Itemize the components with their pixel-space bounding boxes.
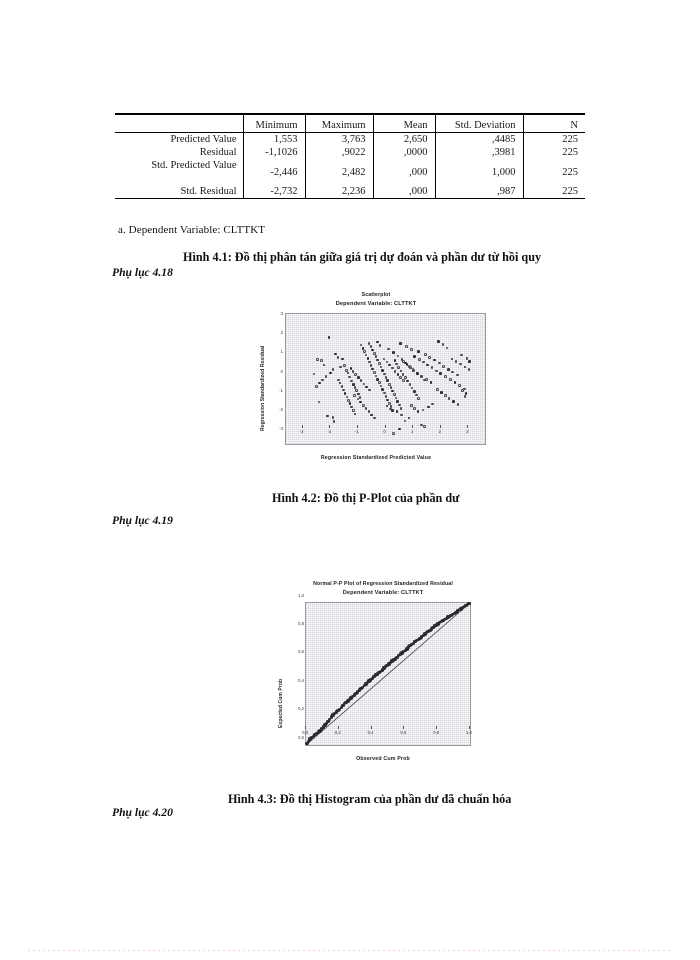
cell-std-deviation: ,4485 bbox=[435, 132, 523, 146]
scatter-point bbox=[395, 363, 398, 366]
row-label-std-predicted-value: Std. Predicted Value bbox=[115, 159, 243, 179]
x-tick-label: 1,0 bbox=[466, 730, 472, 735]
scatter-point bbox=[341, 385, 344, 388]
scatter-point bbox=[325, 375, 328, 378]
stats-table bbox=[115, 113, 585, 199]
scatter-point bbox=[352, 409, 355, 412]
scatter-point bbox=[410, 348, 413, 351]
scatter-point bbox=[417, 410, 420, 413]
table-row bbox=[115, 179, 585, 199]
row-label-residual: Residual bbox=[115, 146, 243, 159]
scatter-point bbox=[397, 355, 400, 358]
scatter-point bbox=[349, 402, 352, 405]
scatter-point bbox=[376, 378, 379, 381]
scatter-point bbox=[396, 410, 399, 413]
scatter-point bbox=[451, 358, 454, 361]
x-tick-mark bbox=[440, 425, 441, 428]
x-tick-mark bbox=[371, 726, 372, 729]
scatter-point bbox=[459, 363, 462, 366]
cell-n: 225 bbox=[523, 132, 585, 146]
pp-plot-plot-area bbox=[305, 602, 471, 746]
scatter-point bbox=[367, 357, 370, 360]
appendix-419-label: Phụ lục 4.19 bbox=[112, 514, 173, 527]
scatter-point bbox=[404, 420, 407, 423]
scatterplot-plot-area bbox=[285, 313, 486, 445]
scatter-point bbox=[400, 370, 403, 373]
scatter-point bbox=[397, 366, 400, 369]
scatter-point bbox=[332, 416, 335, 419]
scatter-point bbox=[402, 373, 405, 376]
scatter-point bbox=[439, 372, 442, 375]
scatter-point bbox=[321, 379, 324, 382]
scatter-point bbox=[449, 378, 452, 381]
scatter-point bbox=[390, 386, 393, 389]
scatter-point bbox=[375, 355, 378, 358]
y-tick-label: 0,8 bbox=[298, 620, 304, 626]
scatter-point bbox=[464, 366, 467, 369]
scatter-point bbox=[422, 409, 425, 412]
x-tick-label: 0,6 bbox=[400, 730, 407, 735]
scatter-point bbox=[383, 373, 386, 376]
scatter-point bbox=[386, 399, 389, 402]
y-tick-label: 0,6 bbox=[298, 649, 304, 655]
scatter-point bbox=[344, 392, 347, 395]
scatter-point bbox=[368, 361, 371, 364]
scatter-point bbox=[380, 385, 383, 388]
scatter-point bbox=[357, 393, 360, 396]
scatter-point bbox=[392, 432, 395, 435]
appendix-418-label: Phụ lục 4.18 bbox=[112, 266, 173, 279]
x-tick-mark bbox=[469, 726, 470, 729]
scatter-point bbox=[444, 375, 447, 378]
scatter-point bbox=[442, 365, 445, 368]
figure-41-caption: Hình 4.1: Đồ thị phân tán giữa giá trị dự đoán và phần dư từ hồi quy bbox=[183, 250, 542, 264]
cell-mean: ,000 bbox=[373, 159, 435, 179]
scatter-point bbox=[460, 354, 463, 357]
pp-plot-subtitle: Dependent Variable: CLTTKT bbox=[342, 590, 424, 597]
row-label-std-residual: Std. Residual bbox=[115, 179, 243, 199]
scatter-point bbox=[438, 362, 441, 365]
row-label-predicted-value: Predicted Value bbox=[115, 132, 243, 146]
y-tick-label: -1 bbox=[279, 387, 283, 393]
pp-plot-figure bbox=[268, 580, 498, 768]
table-row bbox=[115, 132, 585, 146]
scatter-point bbox=[363, 383, 366, 386]
scatterplot-axis-zone bbox=[252, 445, 500, 467]
x-tick-mark bbox=[467, 425, 468, 428]
cell-minimum: -2,446 bbox=[243, 159, 305, 179]
scatter-point bbox=[354, 413, 357, 416]
cell-n: 225 bbox=[523, 159, 585, 179]
x-tick-mark bbox=[385, 425, 386, 428]
scatter-point bbox=[466, 357, 469, 360]
y-tick-label: 0 bbox=[280, 368, 283, 374]
scatterplot-title: Scatterplot bbox=[361, 292, 391, 298]
cell-n: 225 bbox=[523, 146, 585, 159]
scatter-point bbox=[388, 364, 391, 367]
scatter-point bbox=[332, 368, 335, 371]
scatter-point bbox=[433, 359, 436, 362]
cell-maximum: 2,482 bbox=[305, 159, 373, 179]
cell-minimum: 1,553 bbox=[243, 132, 305, 146]
pp-reference-line bbox=[306, 603, 470, 745]
scatter-point bbox=[383, 392, 386, 395]
scatter-point bbox=[420, 424, 423, 427]
scatter-point bbox=[354, 386, 357, 389]
x-tick-label: 3 bbox=[466, 429, 469, 434]
scatter-point bbox=[409, 383, 412, 386]
scatter-point bbox=[313, 373, 316, 376]
y-tick-label: 2 bbox=[280, 330, 283, 336]
appendix-420-label: Phụ lục 4.20 bbox=[112, 806, 173, 819]
cell-maximum: ,9022 bbox=[305, 146, 373, 159]
scatter-point bbox=[396, 400, 399, 403]
col-header-mean: Mean bbox=[373, 114, 435, 132]
scatter-point bbox=[318, 382, 321, 385]
col-header-minimum: Minimum bbox=[243, 114, 305, 132]
x-tick-mark bbox=[302, 425, 303, 428]
scatter-point bbox=[458, 384, 461, 387]
scatter-point bbox=[376, 359, 379, 362]
pp-plot-y-axis-label: Expected Cum Prob bbox=[278, 678, 284, 728]
scatter-point bbox=[378, 381, 381, 384]
x-tick-label: 1 bbox=[410, 429, 414, 434]
scatterplot-subtitle: Dependent Variable: CLTTKT bbox=[335, 301, 417, 308]
scatter-point bbox=[359, 396, 362, 399]
scatter-point bbox=[406, 380, 409, 383]
scatter-point bbox=[329, 372, 332, 375]
scatter-point bbox=[360, 344, 363, 347]
scatter-point bbox=[350, 380, 353, 383]
scatter-point bbox=[385, 395, 388, 398]
cell-minimum: -1,1026 bbox=[243, 146, 305, 159]
scatter-point bbox=[415, 394, 418, 397]
table-body bbox=[115, 132, 585, 199]
scatter-point bbox=[394, 359, 397, 362]
scatter-point bbox=[394, 370, 397, 373]
scatter-point bbox=[446, 347, 449, 350]
scatter-point bbox=[412, 369, 415, 372]
scatter-point bbox=[392, 351, 395, 354]
scatter-point bbox=[387, 348, 390, 351]
pp-plot-title: Normal P-P Plot of Regression Standardized Residual bbox=[313, 581, 453, 587]
scatter-point bbox=[391, 367, 394, 370]
cell-std-deviation: ,3981 bbox=[435, 146, 523, 159]
scatter-point bbox=[421, 375, 424, 378]
x-tick-label: -3 bbox=[299, 429, 304, 434]
y-tick-label: 3 bbox=[280, 311, 283, 317]
y-tick-label: -3 bbox=[279, 425, 283, 431]
x-tick-mark bbox=[329, 425, 330, 428]
cell-mean: ,0000 bbox=[373, 146, 435, 159]
scatter-point bbox=[408, 417, 411, 420]
scatter-point bbox=[418, 358, 421, 361]
scatter-point bbox=[378, 362, 381, 365]
scatter-point bbox=[370, 414, 373, 417]
scatter-point bbox=[435, 370, 438, 373]
scatter-point bbox=[355, 389, 358, 392]
scatter-point bbox=[409, 366, 412, 369]
scatter-point bbox=[371, 349, 374, 352]
scatter-point bbox=[424, 353, 427, 356]
scatter-point bbox=[413, 355, 416, 358]
scatter-point bbox=[417, 397, 420, 400]
scatter-point bbox=[368, 389, 371, 392]
scatter-point bbox=[370, 345, 373, 348]
scatter-point bbox=[448, 397, 451, 400]
scatter-point bbox=[468, 360, 471, 363]
scatter-point bbox=[386, 379, 389, 382]
figure-42-caption: Hình 4.2: Đồ thị P-Plot của phần dư bbox=[272, 491, 460, 505]
table-header-row bbox=[115, 114, 585, 132]
x-tick-label: 0 bbox=[383, 429, 386, 434]
scatter-point bbox=[360, 379, 363, 382]
scatter-point bbox=[348, 376, 351, 379]
scatter-point bbox=[410, 404, 413, 407]
scatter-point bbox=[395, 397, 398, 400]
scatter-point bbox=[359, 401, 362, 404]
scatter-point bbox=[380, 366, 383, 369]
scatter-point bbox=[381, 388, 384, 391]
scatter-point bbox=[371, 368, 374, 371]
scatter-point bbox=[341, 358, 344, 361]
scatter-point bbox=[456, 374, 459, 377]
cell-n: 225 bbox=[523, 179, 585, 199]
scatter-point bbox=[316, 358, 319, 361]
scatterplot-y-axis-label: Regression Standardized Residual bbox=[260, 345, 266, 431]
pp-point bbox=[467, 602, 470, 605]
scatter-point bbox=[379, 344, 382, 347]
scatter-point bbox=[422, 361, 425, 364]
scatter-point bbox=[423, 425, 426, 428]
scatter-point bbox=[398, 404, 401, 407]
scatter-point bbox=[436, 388, 439, 391]
scatter-point bbox=[391, 390, 394, 393]
x-tick-mark bbox=[403, 726, 404, 729]
table-head bbox=[115, 114, 585, 132]
scatter-point bbox=[383, 358, 386, 361]
scatter-point bbox=[440, 391, 443, 394]
scatter-point bbox=[447, 368, 450, 371]
col-header-n: N bbox=[523, 114, 585, 132]
scatter-point bbox=[417, 350, 420, 353]
scatter-point bbox=[343, 364, 346, 367]
scatter-point bbox=[337, 356, 340, 359]
scatter-point bbox=[413, 407, 416, 410]
table-row bbox=[115, 159, 585, 179]
cell-maximum: 3,763 bbox=[305, 132, 373, 146]
scatter-point bbox=[388, 383, 391, 386]
scatter-point bbox=[334, 353, 337, 356]
table-footnote: a. Dependent Variable: CLTTKT bbox=[118, 224, 266, 236]
scatter-point bbox=[363, 350, 366, 353]
col-header-blank bbox=[115, 114, 243, 132]
scatter-point bbox=[320, 359, 323, 362]
scatter-point bbox=[362, 404, 365, 407]
scatterplot-figure bbox=[252, 291, 500, 467]
scatter-point bbox=[346, 396, 349, 399]
scatter-point bbox=[315, 385, 318, 388]
x-tick-label: 0,8 bbox=[433, 730, 440, 735]
scatter-point bbox=[357, 398, 360, 401]
table-row bbox=[115, 146, 585, 159]
scatter-point bbox=[400, 407, 403, 410]
scatter-point bbox=[398, 428, 401, 431]
cell-minimum: -2,732 bbox=[243, 179, 305, 199]
scatterplot-x-axis-label: Regression Standardized Predicted Value bbox=[320, 454, 432, 461]
scatter-point bbox=[461, 389, 464, 392]
y-tick-label: 0,2 bbox=[298, 706, 304, 712]
figure-43-caption: Hình 4.3: Đồ thị Histogram của phần dư đã chuẩn hóa bbox=[228, 792, 512, 806]
x-tick-label: 2 bbox=[438, 429, 441, 434]
x-tick-label: 0,0 bbox=[302, 730, 308, 735]
scatter-point bbox=[385, 376, 388, 379]
scatter-point bbox=[399, 342, 402, 345]
scatter-point bbox=[444, 394, 447, 397]
scatter-point bbox=[402, 360, 405, 363]
scatter-point bbox=[323, 364, 326, 367]
scatter-point bbox=[416, 372, 419, 375]
scatter-point bbox=[339, 382, 342, 385]
col-header-maximum: Maximum bbox=[305, 114, 373, 132]
scatter-point bbox=[442, 343, 445, 346]
scatter-point bbox=[342, 389, 345, 392]
scatter-point bbox=[464, 395, 467, 398]
scatter-point bbox=[347, 399, 350, 402]
scatter-point bbox=[393, 393, 396, 396]
scatter-point bbox=[406, 363, 409, 366]
x-tick-mark bbox=[357, 425, 358, 428]
y-tick-label: -2 bbox=[279, 406, 283, 412]
x-tick-mark bbox=[338, 726, 339, 729]
scatter-point bbox=[368, 410, 371, 413]
scatter-point bbox=[386, 361, 389, 364]
y-tick-label: 0,4 bbox=[298, 677, 304, 683]
scatter-point bbox=[468, 368, 471, 371]
scatter-point bbox=[413, 390, 416, 393]
scatter-point bbox=[381, 369, 384, 372]
pp-plot-x-axis-label: Observed Cum Prob bbox=[356, 755, 410, 762]
scatter-point bbox=[426, 364, 429, 367]
scatter-point bbox=[431, 403, 434, 406]
x-tick-label: -1 bbox=[354, 429, 359, 434]
scatter-point bbox=[350, 367, 353, 370]
y-tick-label: 1,0 bbox=[298, 592, 304, 598]
scatter-point bbox=[373, 417, 376, 420]
scatter-point bbox=[347, 372, 350, 375]
scatter-point bbox=[388, 402, 391, 405]
scatter-point bbox=[370, 364, 373, 367]
page-footer-rule bbox=[28, 950, 672, 951]
scatter-point bbox=[365, 386, 368, 389]
scatter-point bbox=[337, 379, 340, 382]
scatter-point bbox=[427, 406, 430, 409]
cell-mean: ,000 bbox=[373, 179, 435, 199]
x-tick-mark bbox=[412, 425, 413, 428]
scatter-point bbox=[428, 356, 431, 359]
x-tick-label: 0,2 bbox=[334, 730, 341, 735]
scatter-point bbox=[373, 371, 376, 374]
scatter-point bbox=[318, 401, 321, 404]
scatter-point bbox=[454, 381, 457, 384]
scatter-point bbox=[339, 366, 342, 369]
x-tick-label: 0,4 bbox=[367, 730, 374, 735]
col-header-std-deviation: Std. Deviation bbox=[435, 114, 523, 132]
scatter-point bbox=[430, 381, 433, 384]
scatter-point bbox=[405, 345, 408, 348]
scatter-point bbox=[455, 360, 458, 363]
x-tick-mark bbox=[305, 726, 306, 729]
scatter-point bbox=[437, 340, 440, 343]
scatter-point bbox=[373, 352, 376, 355]
scatter-point bbox=[452, 400, 455, 403]
scatter-point bbox=[350, 406, 353, 409]
scatter-point bbox=[362, 347, 365, 350]
scatter-point bbox=[353, 394, 356, 397]
scatter-point bbox=[402, 379, 405, 382]
x-tick-label: -2 bbox=[327, 429, 332, 434]
scatter-point bbox=[333, 420, 336, 423]
scatter-point bbox=[411, 387, 414, 390]
scatter-point bbox=[451, 371, 454, 374]
y-tick-label: 0,0 bbox=[298, 734, 304, 740]
scatter-point bbox=[386, 405, 389, 408]
scatter-point bbox=[328, 336, 331, 339]
scatter-point bbox=[400, 414, 403, 417]
scatter-point bbox=[375, 375, 378, 378]
scatter-point bbox=[376, 341, 379, 344]
cell-std-deviation: 1,000 bbox=[435, 159, 523, 179]
scatter-point bbox=[326, 415, 329, 418]
x-tick-mark bbox=[436, 726, 437, 729]
pp-plot-axis-zone bbox=[268, 746, 498, 768]
cell-maximum: 2,236 bbox=[305, 179, 373, 199]
scatter-point bbox=[431, 366, 434, 369]
scatter-point bbox=[365, 407, 368, 410]
residuals-statistics-table bbox=[115, 113, 585, 199]
scatter-point bbox=[457, 403, 460, 406]
y-tick-label: 1 bbox=[280, 349, 283, 355]
cell-mean: 2,650 bbox=[373, 132, 435, 146]
cell-std-deviation: ,987 bbox=[435, 179, 523, 199]
scatter-point bbox=[365, 354, 368, 357]
scatter-point bbox=[425, 378, 428, 381]
